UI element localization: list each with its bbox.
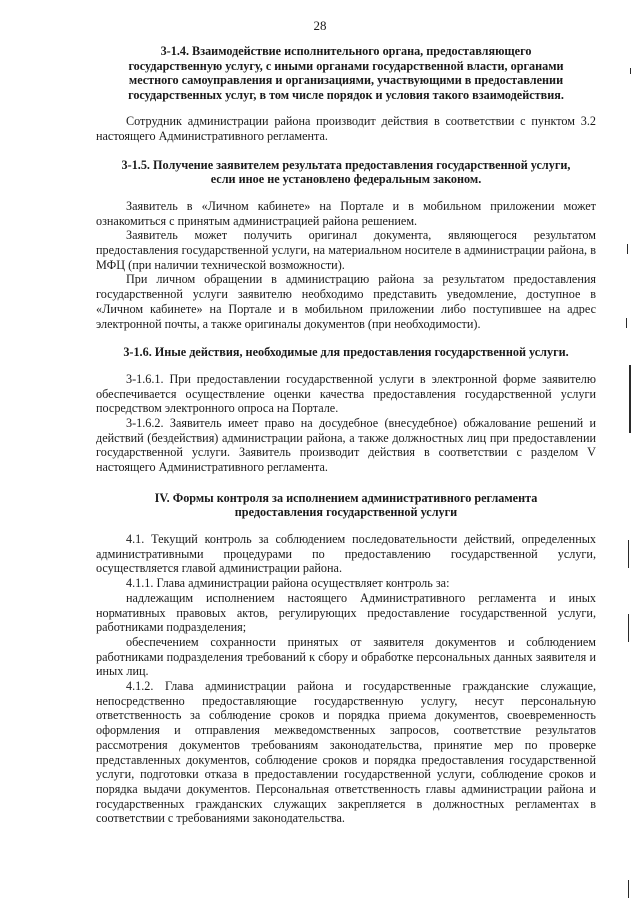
paragraph: 3-1.6.2. Заявитель имеет право на досудебное (внесудебное) обжалование решений и действий (бездействия) администрации района, а также должностных лиц при предоставлении государственной услуги. Заявитель производит действия в соответствии с разделом V настоящего Административного регламента. [96,416,596,475]
paragraph: 3-1.6.1. При предоставлении государственной услуги в электронной форме заявителю обеспечивается осуществление оценки качества предоставления государственной услуги посредством электронного опроса на Портале. [96,371,596,416]
paragraph: 4.1. Текущий контроль за соблюдением последовательности действий, определенных административными процедурами по предоставлению государственной услуги, осуществляется главой администрации района. [96,532,596,576]
scan-mark [628,880,629,898]
paragraph: 4.1.1. Глава администрации района осуществляет контроль за: [126,576,450,591]
scan-mark [627,244,628,254]
paragraph: Сотрудник администрации района производит действия в соответствии с пунктом 3.2 настоящего Административного регламента. [96,114,596,144]
document-body [96,44,596,826]
paragraph: Заявитель может получить оригинал документа, являющегося результатом предоставления государственной услуги, на материальном носителе в администрации района, в МФЦ (при наличии технической возможности). [96,228,596,272]
scan-mark [628,540,629,568]
section-heading-iv: IV. Формы контроля за исполнением административного регламента предоставления государственной услуги [154,490,538,520]
section-heading-3-1-5: 3-1.5. Получение заявителем результата предоставления государственной услуги, если иное не установлено федеральным законом. [121,157,571,187]
scan-mark [628,614,629,642]
scan-mark [629,365,631,433]
paragraph: Заявитель в «Личном кабинете» на Портале и в мобильном приложении может ознакомиться с принятым администрацией района решением. [96,198,596,228]
section-heading-3-1-6: 3-1.6. Иные действия, необходимые для предоставления государственной услуги. [123,345,569,360]
page-number: 28 [313,18,327,33]
paragraph: обеспечением сохранности принятых от заявителя документов и соблюдением работниками подразделения требований к сбору и обработке персональных данных заявителя и иных лиц. [96,634,596,679]
paragraph: При личном обращении в администрацию района за результатом предоставления государственной услуги заявителю необходимо представить уведомление, доступное в «Личном кабинете» на Портале и в мобильном приложении либо поступившее на адрес электронной почты, а также оригиналы документов (при необходимости). [96,272,596,331]
paragraph: 4.1.2. Глава администрации района и государственные гражданские служащие, непосредственно предоставляющие государственную услугу, несут персональную ответственность за соблюдение сроков и порядка приема документов, своевременность оформления и отправления межведомственных запросов, соответствие результатов рассмотрения документов требованиям законодательства, принятие мер по проверке представленных документов, соблюдение сроков и порядка предоставления государственной услуги, подготовки отказа в предоставлении государственной услуги, соблюдение сроков и порядка выдачи документов. Персональная ответственность главы администрации района и государственных гражданских служащих закрепляется в должностных регламентах в соответствии с требованиями законодательства. [96,679,596,826]
section-heading-3-1-4: 3-1.4. Взаимодействие исполнительного органа, предоставляющего государственную услугу, с иными органами государственной власти, органами местного самоуправления и организациями, участвующими в предоставлении государственных услуг, в том числе порядок и условия такого взаимодействия. [128,44,564,102]
scan-mark [626,318,627,328]
scan-mark [630,68,631,74]
paragraph: надлежащим исполнением настоящего Административного регламента и иных нормативных правовых актов, регулирующих предоставление государственной услуги, работниками подразделения; [96,590,596,635]
